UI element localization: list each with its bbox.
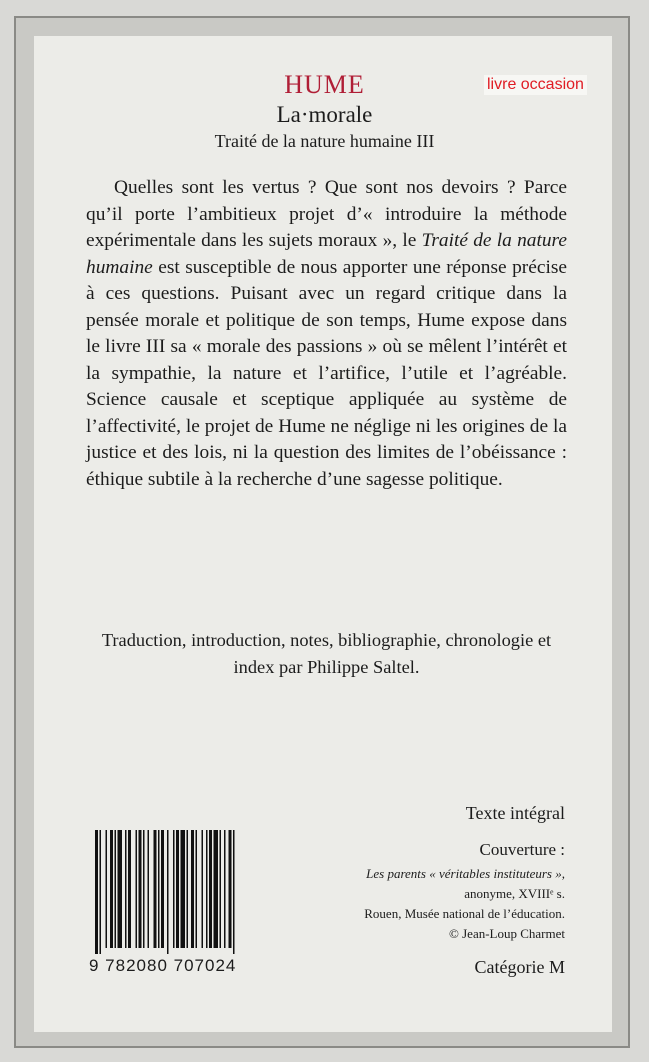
blurb-italic-title: Traité de la nature humaine bbox=[86, 230, 567, 278]
cover-heading: Couverture : bbox=[479, 840, 565, 859]
author-name: HUME bbox=[284, 70, 365, 99]
cover-photo-credit: © Jean-Loup Charmet bbox=[448, 926, 565, 941]
isbn-number: 9 782080 707024 bbox=[89, 956, 237, 975]
cover-artwork-location: Rouen, Musée national de l’éducation. bbox=[364, 906, 565, 921]
blurb-text-start: Quelles sont les vertus ? Que sont nos devoirs ? Parce qu’il porte l’ambitieux projet d’« introduire la méthode expérimentale dans les sujets moraux », le bbox=[86, 177, 567, 251]
cover-artwork-author: anonyme, XVIIIᵉ s. bbox=[464, 886, 565, 901]
blurb-paragraph bbox=[86, 175, 567, 493]
watermark-label: livre occasion bbox=[484, 75, 587, 95]
cover-credit-block bbox=[364, 838, 565, 944]
translation-credits: Traduction, introduction, notes, bibliographie, chronologie et index par Philippe Saltel. bbox=[101, 630, 552, 677]
book-subtitle: Traité de la nature humaine III bbox=[214, 131, 435, 151]
barcode-bars bbox=[93, 830, 273, 954]
book-title: La·morale bbox=[276, 102, 373, 127]
blurb-text-end: est susceptible de nous apporter une réponse précise à ces questions. Puisant avec un regard critique dans la pensée morale et politique de son temps, Hume expose dans le livre III sa « morale des passions » où se mêlent l’intérêt et la sympathie, la nature et l’artifice, l’utile et l’agréable. Science causale et sceptique appliquée au système de l’affectivité, le projet de Hume ne néglige ni les origines de la justice et des lois, ni la question des limites de l’obéissance : éthique subtile à la recherche d’une sagesse politique. bbox=[86, 256, 567, 490]
barcode bbox=[89, 830, 276, 982]
cover-artwork-title: Les parents « véritables instituteurs », bbox=[366, 866, 565, 881]
category-label: Catégorie M bbox=[474, 957, 565, 977]
texte-integral-label: Texte intégral bbox=[465, 803, 565, 823]
